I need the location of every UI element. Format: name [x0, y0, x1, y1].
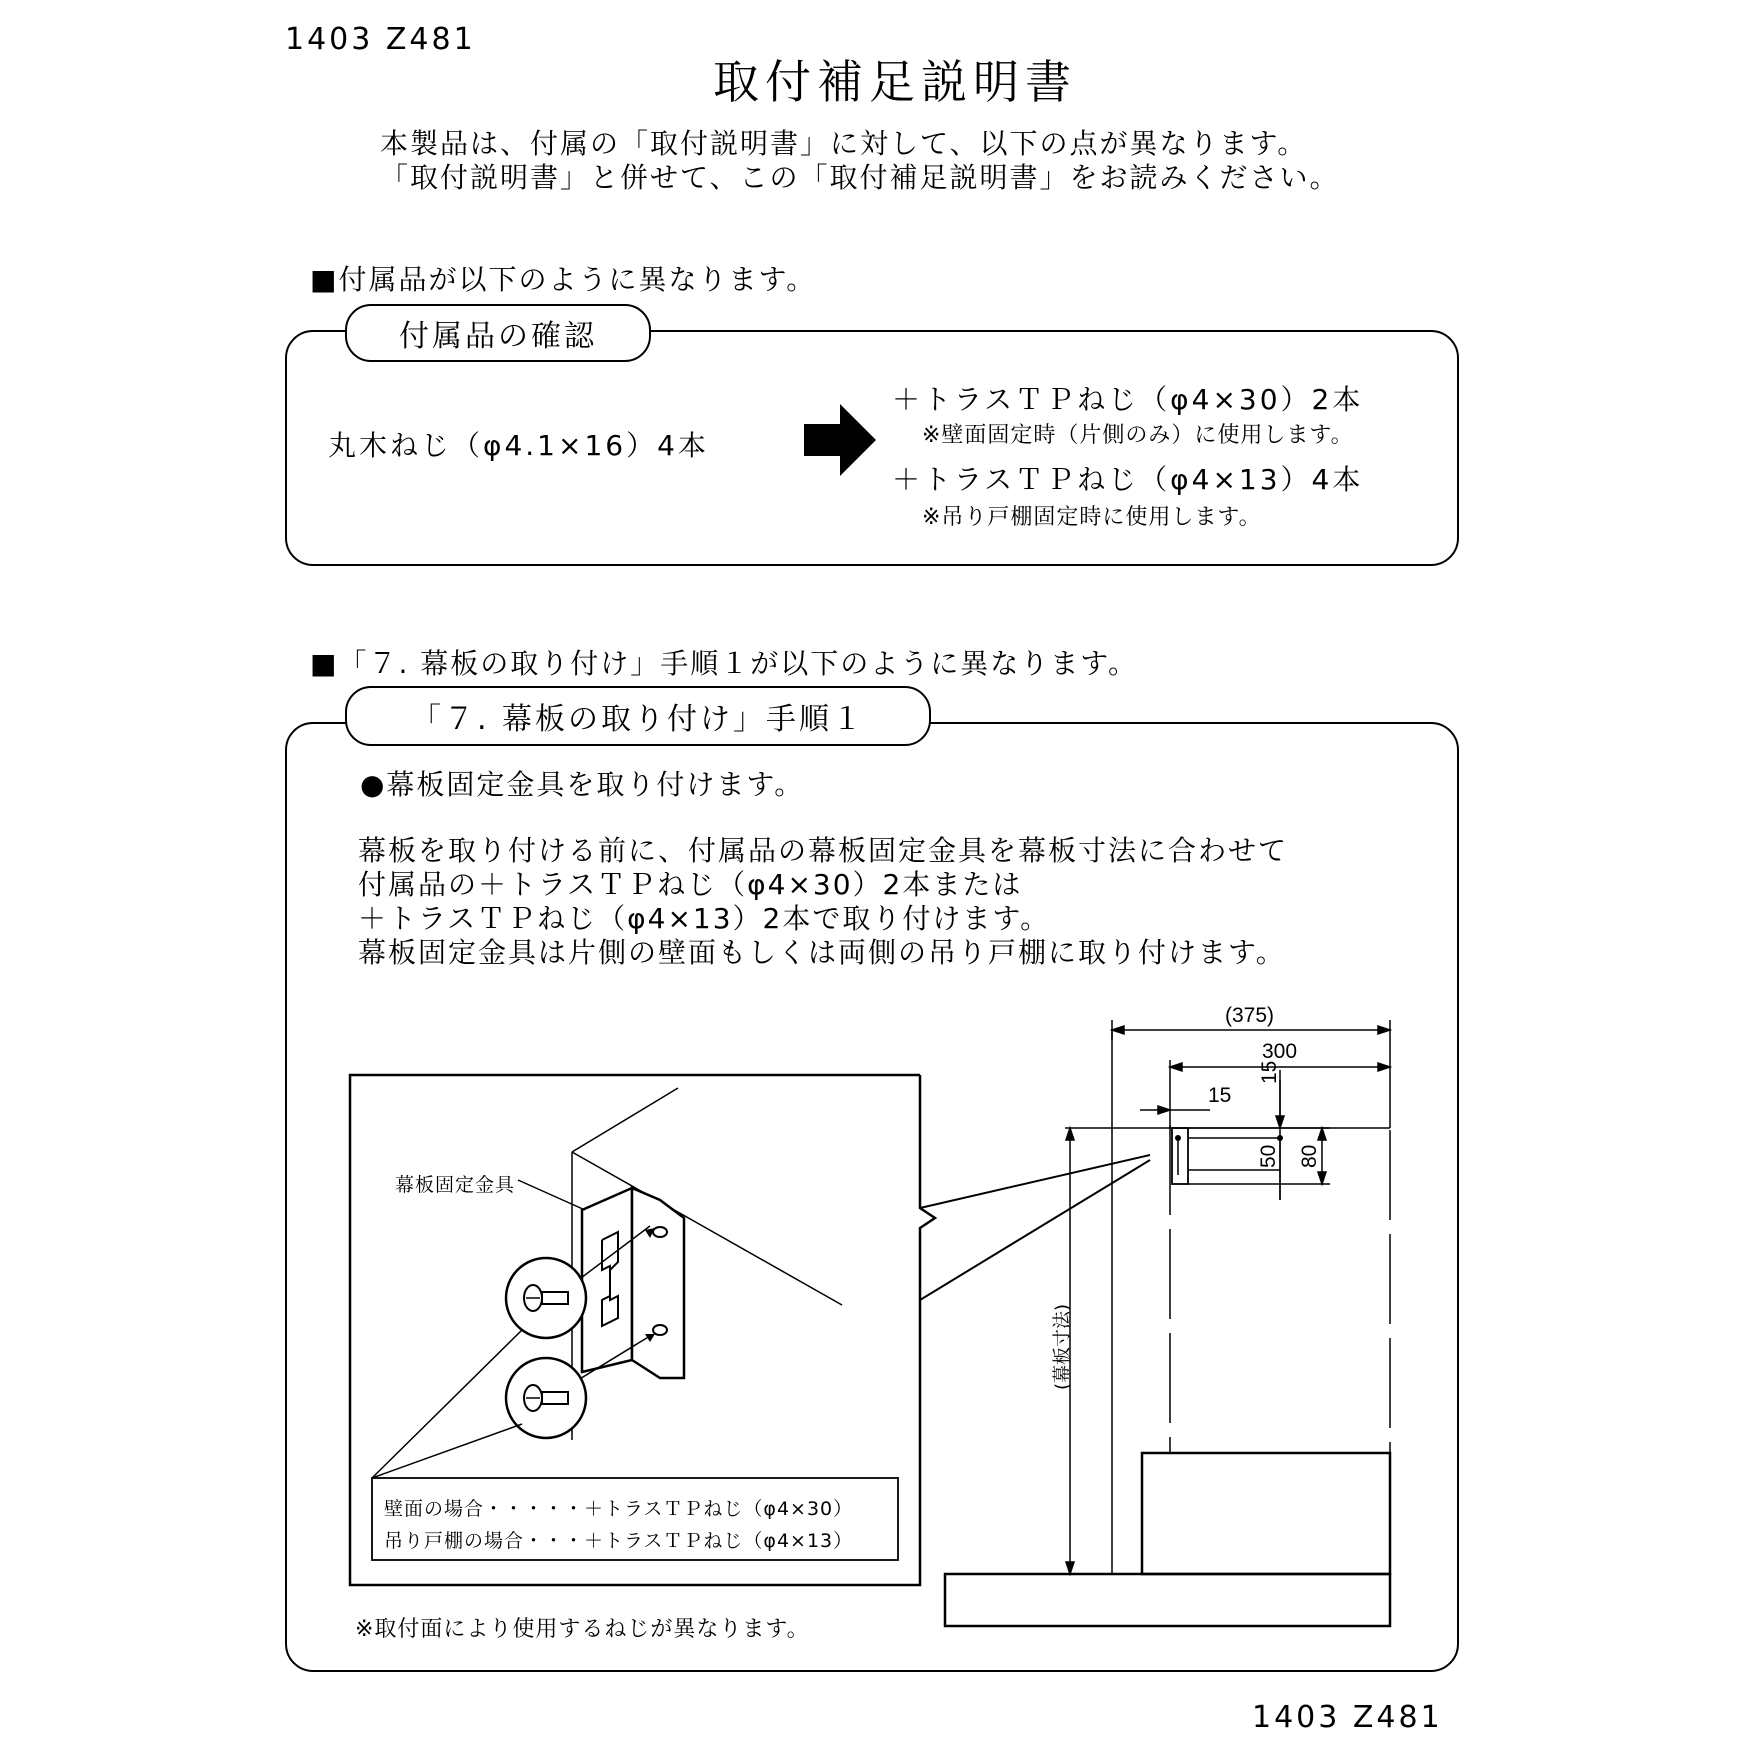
- dim-width: 300: [1262, 1040, 1298, 1063]
- doc-code-top: 1403 Z481: [285, 22, 476, 57]
- section2-heading: ■「７. 幕板の取り付け」手順１が以下のように異なります。: [310, 647, 1139, 680]
- dim-offset-v: 15: [1258, 1060, 1281, 1084]
- dim-overall: (375): [1225, 1004, 1275, 1027]
- section2-bullet: ●幕板固定金具を取り付けます。: [360, 768, 805, 801]
- section1-tab: 付属品の確認: [345, 304, 651, 362]
- screw-circle-1: [506, 1258, 586, 1338]
- new-screw-item-2: ＋トラスＴＰねじ（φ4×13）4本: [892, 463, 1364, 496]
- section2-body-line-1: 幕板を取り付ける前に、付属品の幕板固定金具を幕板寸法に合わせて: [358, 834, 1289, 867]
- old-screw-item: 丸木ねじ（φ4.1×16）4本: [328, 429, 709, 462]
- bracket-label: 幕板固定金具: [395, 1174, 516, 1196]
- dim-bracket-height: 80: [1298, 1144, 1321, 1168]
- footnote: ※取付面により使用するねじが異なります。: [355, 1617, 810, 1642]
- page-title: 取付補足説明書: [713, 55, 1077, 109]
- section2-body-line-4: 幕板固定金具は片側の壁面もしくは両側の吊り戸棚に取り付けます。: [358, 936, 1286, 969]
- intro-line-1: 本製品は、付属の「取付説明書」に対して、以下の点が異なります。: [380, 127, 1308, 160]
- new-screw-item-2-note: ※吊り戸棚固定時に使用します。: [922, 505, 1262, 530]
- new-screw-item-1: ＋トラスＴＰねじ（φ4×30）2本: [892, 383, 1364, 416]
- dim-hole-pitch: 50: [1257, 1144, 1280, 1168]
- dimension-lines: [1066, 1026, 1390, 1574]
- section2-tab: 「７. 幕板の取り付け」手順１: [345, 686, 931, 746]
- legend-line-wall: 壁面の場合・・・・・＋トラスＴＰねじ（φ4×30）: [384, 1498, 854, 1520]
- doc-code-bottom: 1403 Z481: [1252, 1700, 1443, 1735]
- section1-heading: ■付属品が以下のように異なります。: [310, 263, 817, 296]
- section2-body-line-3: ＋トラスＴＰねじ（φ4×13）2本で取り付けます。: [358, 902, 1051, 935]
- dim-panel-size: (幕板寸法): [1052, 1303, 1073, 1390]
- intro-line-2: 「取付説明書」と併せて、この「取付補足説明書」をお読みください。: [380, 161, 1340, 194]
- legend-line-cabinet: 吊り戸棚の場合・・・＋トラスＴＰねじ（φ4×13）: [384, 1530, 854, 1552]
- section2-body-line-2: 付属品の＋トラスＴＰねじ（φ4×30）2本または: [358, 868, 1023, 901]
- dim-offset-h: 15: [1208, 1084, 1232, 1107]
- new-screw-item-1-note: ※壁面固定時（片側のみ）に使用します。: [922, 423, 1354, 448]
